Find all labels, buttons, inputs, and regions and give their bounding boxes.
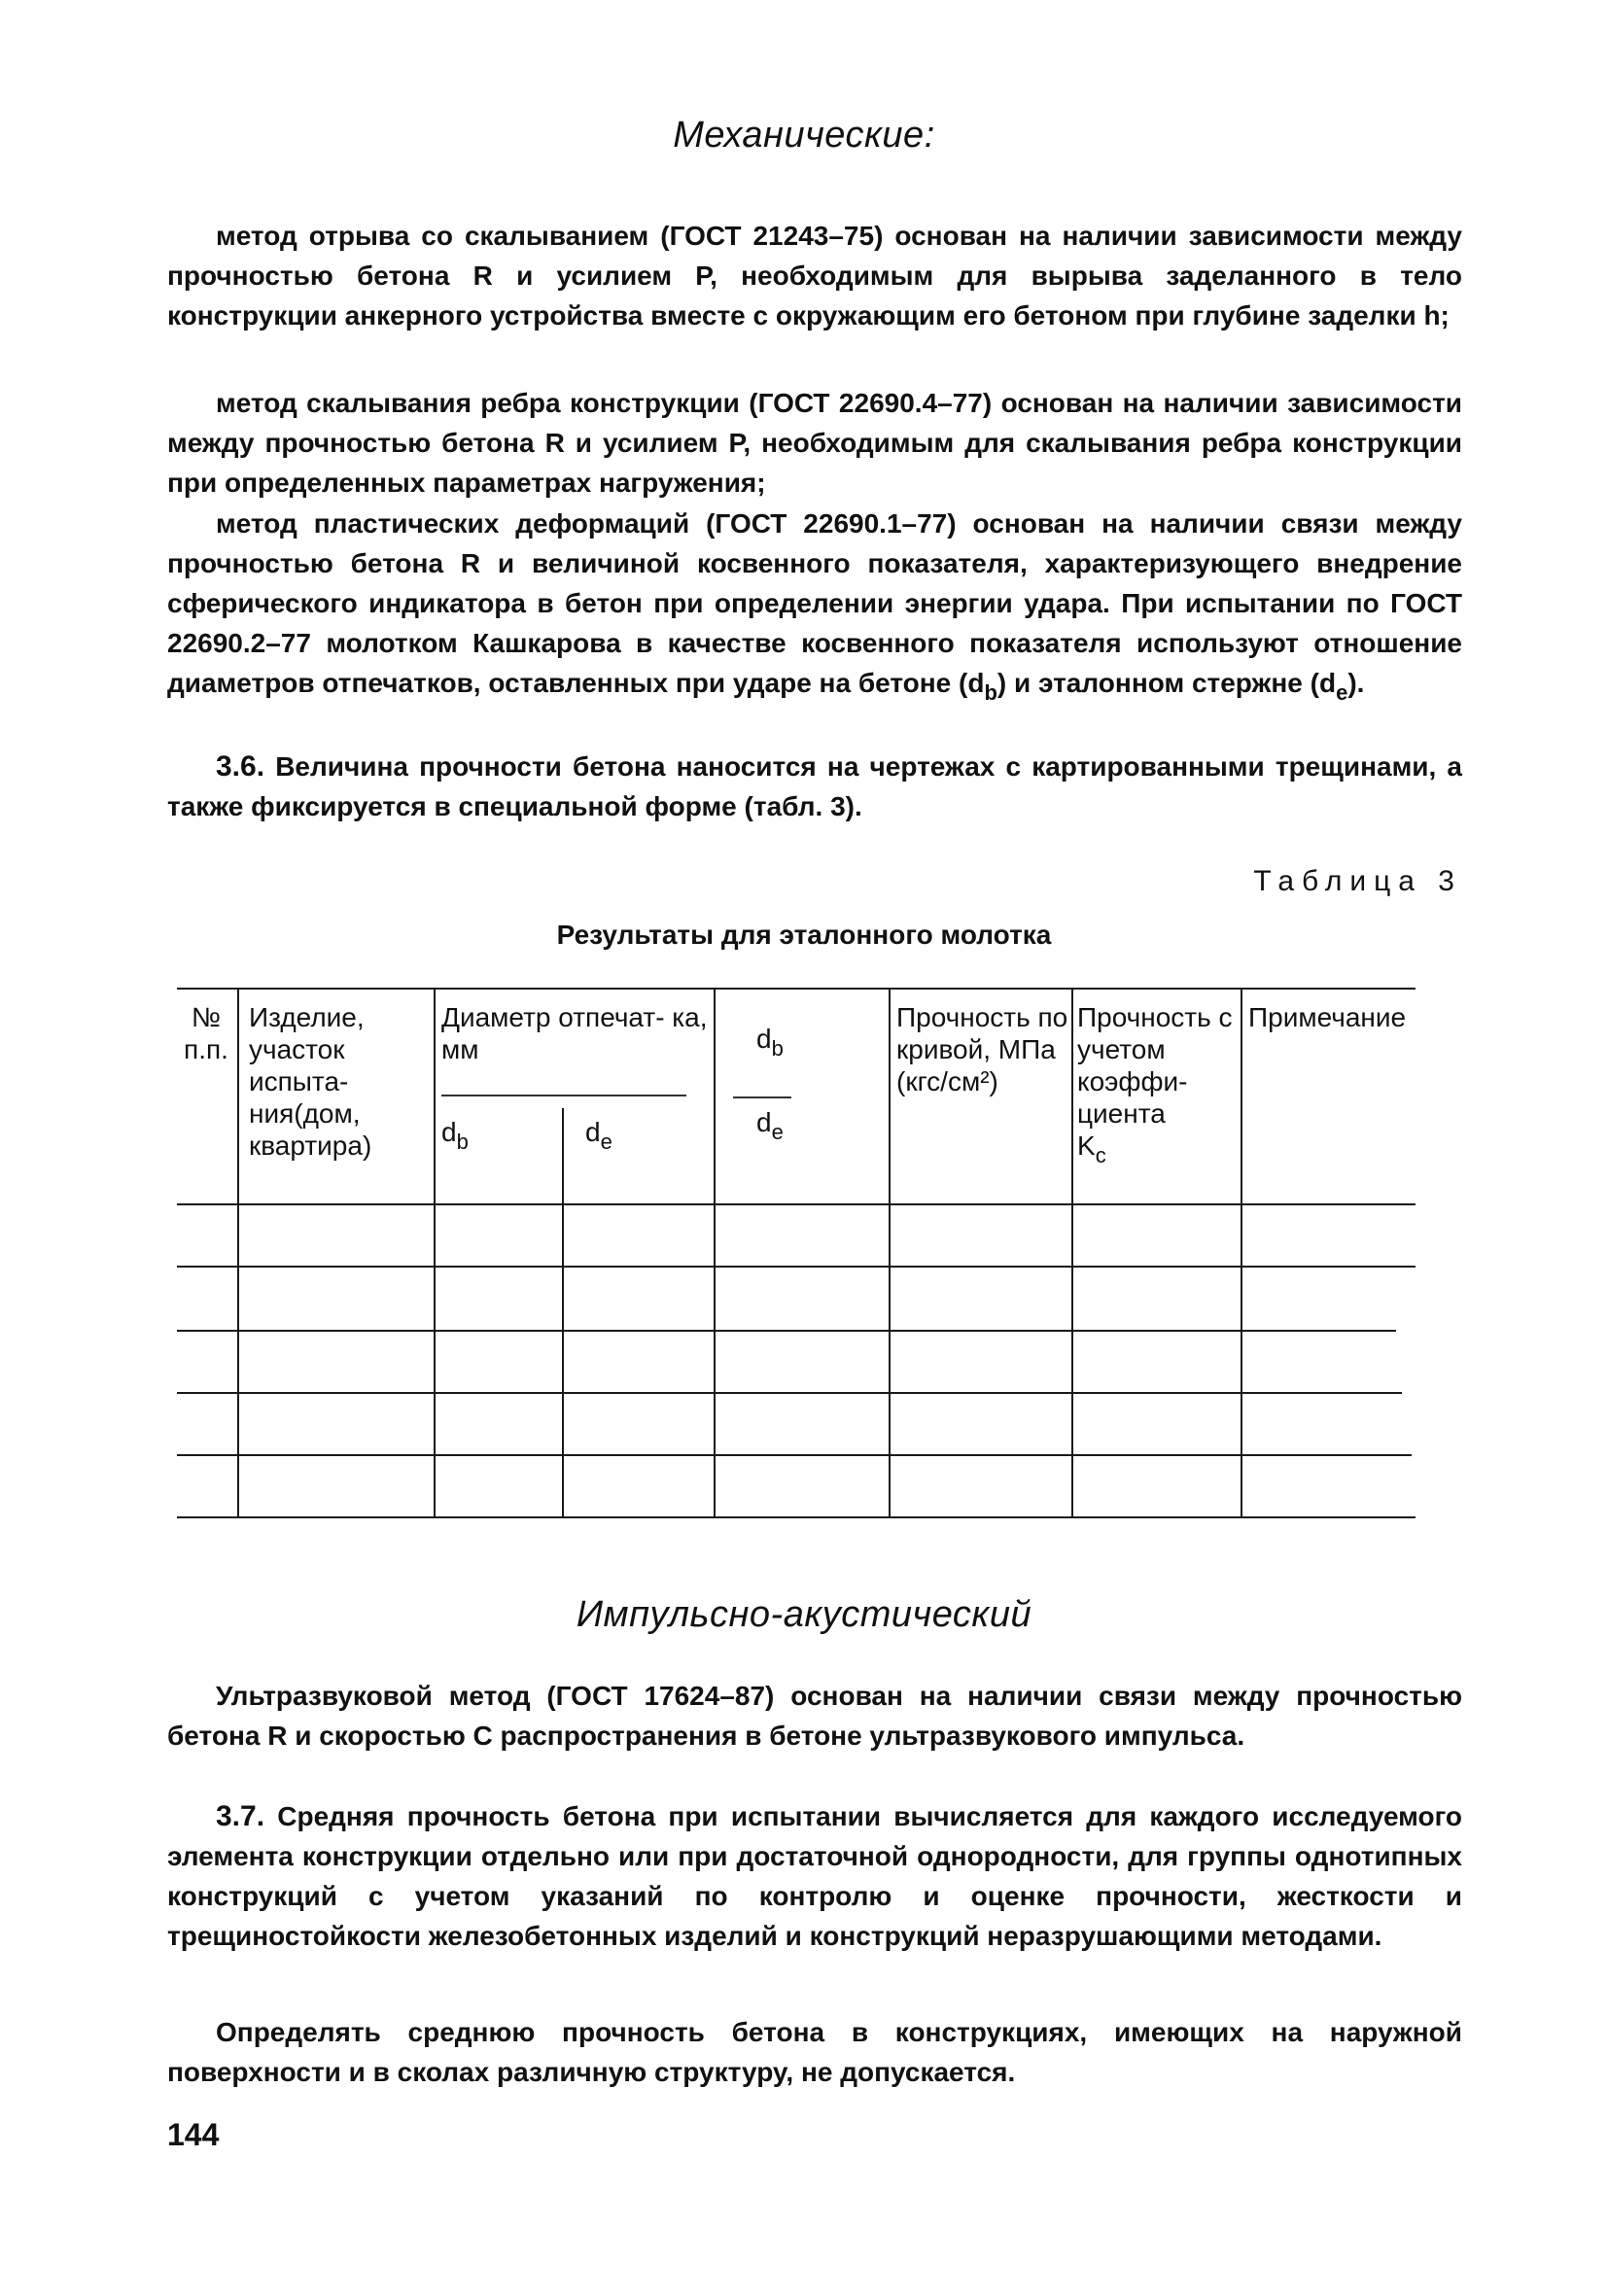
- table-rule: [177, 988, 1416, 990]
- table-rule: [177, 1392, 1402, 1394]
- subscript-b: b: [771, 1036, 784, 1061]
- clause-text: Величина прочности бетона наносится на чертежах с картированными трещинами, а также фиксируется в специальной форме (табл. 3).: [167, 751, 1462, 821]
- table-column-rule: [434, 988, 436, 1516]
- header-divider: [441, 1095, 686, 1096]
- symbol-d: d: [756, 1024, 772, 1054]
- symbol-d: d: [585, 1117, 601, 1147]
- section-heading-mechanical: Механические:: [673, 115, 935, 156]
- subscript-e: e: [771, 1120, 784, 1144]
- symbol-d: d: [756, 1107, 772, 1137]
- paragraph-ultrasonic-method: Ультразвуковой метод (ГОСТ 17624–87) основан на наличии связи между прочностью бетона R и скоростью С распространения в бетоне ультразвукового импульса.: [167, 1681, 1462, 1751]
- table-column-rule: [1071, 988, 1073, 1516]
- table-column-rule: [889, 988, 891, 1516]
- page-number: 144: [167, 2117, 220, 2152]
- paragraph-text: ).: [1347, 668, 1365, 698]
- symbol-d: d: [441, 1117, 457, 1147]
- table-title: Результаты для эталонного молотка: [556, 920, 1052, 950]
- header-diameter-de: [585, 1116, 702, 1154]
- header-imprint-diameter: Диаметр отпечат- ка, мм: [441, 1002, 708, 1064]
- table-column-rule: [1241, 988, 1242, 1516]
- table-column-rule: [562, 1108, 564, 1516]
- subscript-c: c: [1095, 1143, 1106, 1167]
- paragraph-edge-shear-method: метод скалывания ребра конструкции (ГОСТ 22690.4–77) основан на наличии зависимости между прочностью бетона R и усилием Р, необходимым для скалывания ребра конструкции при определенных параметрах нагружения;: [167, 388, 1462, 498]
- paragraph-text: метод пластических деформаций (ГОСТ 22690.1–77) основан на наличии связи между прочностью бетона R и величиной косвенного показателя, характеризующего внедрение сферического индикатора в бетон при определении энергии удара. При испытании по ГОСТ 22690.2–77 молотком Кашкарова в качестве косвенного показателя используют отношение диаметров отпечатков, оставленных при ударе на бетоне (d: [167, 508, 1462, 698]
- header-item-location: Изделие, участок испыта- ния(дом, квартира): [249, 1002, 372, 1161]
- table-column-rule: [237, 988, 239, 1516]
- table-rule: [177, 1454, 1412, 1456]
- fraction-bar: [733, 1096, 791, 1098]
- clause-number: 3.6.: [216, 750, 265, 783]
- paragraph-3-7: [167, 1796, 1462, 1956]
- symbol-k: K: [1077, 1131, 1096, 1161]
- header-text: Прочность с учетом коэффи- циента: [1077, 1002, 1233, 1129]
- paragraph-final: Определять среднюю прочность бетона в конструкциях, имеющих на наружной поверхности и в сколах различную структуру, не допускается.: [167, 2017, 1462, 2087]
- header-diameter-db: [441, 1116, 558, 1154]
- subscript-e: e: [1336, 680, 1348, 705]
- section-heading-pulse-acoustic: Импульсно-акустический: [576, 1594, 1032, 1635]
- subscript-b: b: [984, 680, 997, 705]
- table-column-rule: [714, 988, 716, 1516]
- table-rule: [177, 1330, 1396, 1332]
- table-rule: [177, 1516, 1416, 1518]
- clause-text: Средняя прочность бетона при испытании вычисляется для каждого исследуемого элемента конструкции отдельно или при достаточной однородности, для группы однотипных конструкций с учетом указаний по контролю и оценке прочности, жесткости и трещиностойкости железобетонных изделий и конструкций неразрушающими методами.: [167, 1801, 1462, 1951]
- paragraph-plastic-deformation-method: [167, 504, 1462, 703]
- subscript-b: b: [456, 1130, 469, 1154]
- paragraph-pull-off-method: метод отрыва со скалыванием (ГОСТ 21243–75) основан на наличии зависимости между прочностью бетона R и усилием Р, необходимым для вырыва заделанного в тело конструкции анкерного устройства вместе с окружающим его бетоном при глубине заделки h;: [167, 221, 1462, 330]
- header-ratio-denominator: [756, 1106, 834, 1144]
- table-label: Таблица 3: [1253, 865, 1462, 897]
- paragraph-3-6: [167, 747, 1462, 826]
- table-rule: [177, 1266, 1416, 1268]
- header-note: Примечание: [1248, 1002, 1407, 1032]
- header-strength-coefficient: [1077, 1001, 1239, 1167]
- header-row-number: № п.п.: [184, 1002, 228, 1064]
- table-rule: [177, 1203, 1416, 1205]
- subscript-e: e: [600, 1130, 612, 1154]
- header-ratio-numerator: [756, 1023, 834, 1061]
- header-strength-curve: Прочность по кривой, МПа (кгс/см²): [896, 1002, 1068, 1096]
- paragraph-text: ) и эталонном стержне (d: [996, 668, 1337, 698]
- results-table: [177, 988, 1416, 1526]
- clause-number: 3.7.: [216, 1800, 265, 1832]
